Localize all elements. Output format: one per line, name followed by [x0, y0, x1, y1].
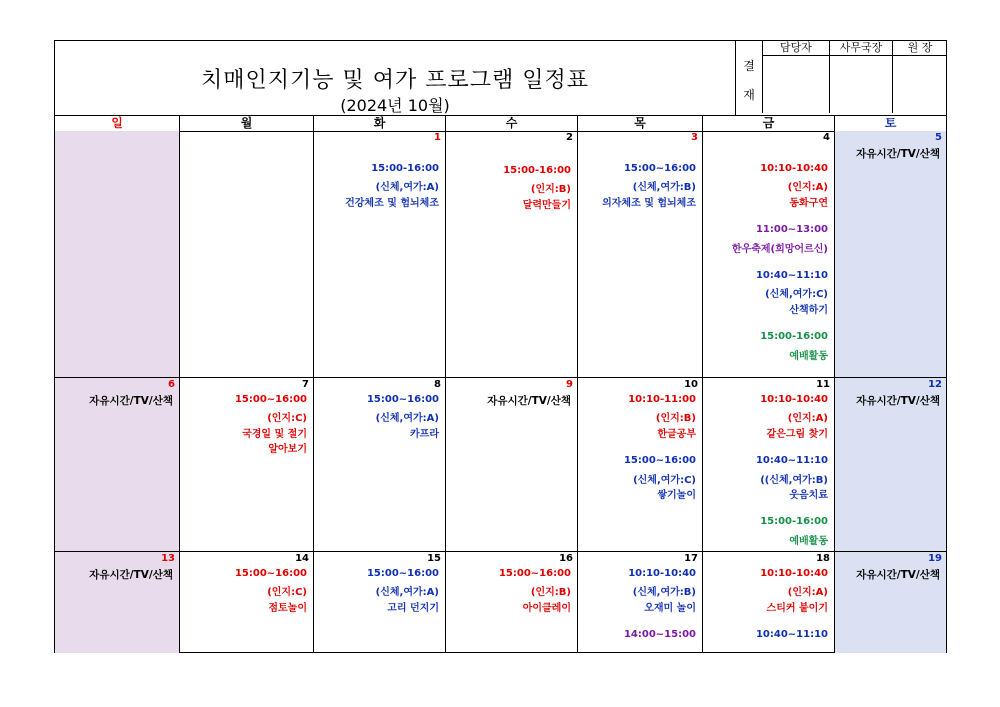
program-line: 15:00~16:00: [234, 568, 307, 579]
day-number: 1: [434, 132, 441, 143]
program-line: 10:10-11:00: [628, 394, 696, 405]
weekday-header-mon: 월: [180, 116, 314, 131]
day-number: 6: [168, 379, 175, 390]
approval-label-top: 결: [743, 59, 755, 73]
calendar-day-cell: [314, 131, 446, 377]
program-line: 10:10-10:40: [760, 394, 828, 405]
program-line: 예배활동: [789, 535, 828, 547]
program-line: 산책하기: [789, 304, 828, 316]
program-line: 15:00~16:00: [234, 394, 307, 405]
weekday-header-tue: 화: [314, 116, 446, 131]
calendar-day-cell: [446, 552, 578, 653]
weekday-header-sun: 일: [55, 116, 180, 131]
day-number: 3: [691, 132, 698, 143]
calendar-day-cell: [180, 131, 314, 377]
calendar-day-cell: [180, 552, 314, 653]
free-time-note: 자유시간/TV/산책: [856, 148, 940, 160]
day-number: 19: [928, 553, 942, 564]
program-line: 15:00-16:00: [760, 331, 828, 343]
approval-col-manager: [763, 41, 830, 113]
day-number: 11: [816, 379, 830, 390]
program-line: 15:00~16:00: [623, 455, 696, 467]
program-line: ((신체,여가:B): [760, 474, 828, 486]
free-time-note: 자유시간/TV/산책: [856, 395, 940, 407]
approval-head: 사무국장: [830, 41, 892, 56]
approval-head: 원 장: [893, 41, 947, 56]
program-line: 11:00~13:00: [755, 224, 828, 236]
program-line: (인지:B): [530, 587, 571, 599]
program-line: 한글공부: [657, 428, 696, 440]
approval-columns: [763, 41, 947, 113]
calendar-week-row: [55, 552, 946, 653]
program-line: 건강체조 및 험뇌체조: [345, 197, 439, 209]
program-line: (신체,여가:A): [375, 587, 439, 599]
program-line: (신체,여가:B): [632, 182, 696, 194]
calendar-day-cell: [55, 378, 180, 551]
program-line: 쌓기놀이: [657, 489, 696, 501]
program-line: 15:00~16:00: [366, 394, 439, 405]
calendar-day-cell: [446, 378, 578, 551]
weekday-header-wed: 수: [446, 116, 578, 131]
day-number: 12: [928, 379, 942, 390]
program-line: (인지:B): [655, 413, 696, 425]
day-number: 13: [161, 553, 175, 564]
program-line: (인지:C): [267, 587, 307, 599]
program-line: 한우축제(희망어르신): [731, 243, 828, 255]
program-line: 스티커 붙이기: [766, 602, 828, 614]
program-line: 10:40~11:10: [755, 270, 828, 282]
calendar-day-cell: [578, 552, 703, 653]
title-area: [55, 41, 735, 115]
program-line: 아이클레이: [522, 602, 571, 614]
program-line: (인지:C): [267, 413, 307, 425]
program-line: (신체,여가:C): [633, 474, 696, 486]
calendar-day-cell: [703, 378, 835, 551]
program-line: 웃음치료: [789, 489, 828, 501]
calendar-day-cell: [703, 552, 835, 653]
calendar-day-cell: [835, 552, 946, 653]
free-time-note: 자유시간/TV/산책: [89, 569, 173, 581]
day-number: 8: [434, 379, 441, 390]
signature-box: [830, 56, 892, 113]
day-number: 5: [935, 132, 942, 143]
program-line: 오재미 놀이: [644, 602, 696, 614]
calendar-day-cell: [55, 131, 180, 377]
calendar-day-cell: [55, 552, 180, 653]
signature-box: [893, 56, 947, 113]
program-line: 15:00-16:00: [371, 163, 439, 174]
approval-col-director: [893, 41, 947, 113]
approval-col-secretary: [830, 41, 893, 113]
day-number: 10: [684, 379, 698, 390]
calendar-day-cell: [578, 378, 703, 551]
calendar-day-cell: [578, 131, 703, 377]
program-line: (신체,여가:A): [375, 413, 439, 425]
program-line: 알아보기: [268, 443, 307, 455]
calendar-day-cell: [180, 378, 314, 551]
program-line: 점토놀이: [268, 602, 307, 614]
program-line: 15:00-16:00: [760, 516, 828, 528]
day-number: 7: [302, 379, 309, 390]
approval-label: [736, 41, 763, 113]
schedule-sheet: [54, 40, 947, 653]
program-line: 10:10-10:40: [760, 163, 828, 174]
weekday-header-thu: 목: [578, 116, 703, 131]
calendar-day-cell: [446, 131, 578, 377]
calendar-week-row: [55, 378, 946, 552]
weekday-header-fri: 금: [703, 116, 835, 131]
calendar-day-cell: [703, 131, 835, 377]
day-number: 9: [566, 379, 573, 390]
calendar-day-cell: [835, 378, 946, 551]
program-line: (인지:A): [787, 182, 828, 194]
calendar-day-cell: [835, 131, 946, 377]
program-line: 15:00~16:00: [366, 568, 439, 579]
program-line: (인지:A): [787, 413, 828, 425]
program-line: (인지:A): [787, 587, 828, 599]
program-line: 10:40~11:10: [755, 455, 828, 467]
day-number: 17: [684, 553, 698, 564]
day-number: 18: [816, 553, 830, 564]
approval-box: [735, 41, 947, 115]
day-number: 16: [559, 553, 573, 564]
program-line: (신체,여가:C): [765, 289, 828, 301]
program-line: 15:00~16:00: [498, 568, 571, 579]
program-line: 10:10-10:40: [760, 568, 828, 579]
program-line: (인지:B): [530, 184, 571, 196]
day-number: 2: [566, 132, 573, 143]
weekday-header-sat: 토: [884, 116, 897, 130]
program-line: 고리 던지기: [387, 602, 439, 614]
program-line: 같은그림 찾기: [766, 428, 828, 440]
program-line: 15:00-16:00: [503, 165, 571, 176]
program-line: 동화구연: [789, 197, 828, 209]
program-line: 의자체조 및 험뇌체조: [602, 197, 696, 209]
program-line: (신체,여가:B): [632, 587, 696, 599]
signature-box: [763, 56, 829, 113]
program-line: 10:10-10:40: [628, 568, 696, 579]
program-line: (신체,여가:A): [375, 182, 439, 194]
calendar-week-row: [55, 131, 946, 378]
day-number: 15: [427, 553, 441, 564]
calendar-day-cell: [314, 378, 446, 551]
approval-head: 담당자: [763, 41, 829, 56]
free-time-note: 자유시간/TV/산책: [89, 395, 173, 407]
program-line: 15:00~16:00: [623, 163, 696, 174]
program-line: 예배활동: [789, 350, 828, 362]
day-number: 4: [823, 132, 830, 143]
free-time-note: 자유시간/TV/산책: [487, 395, 571, 407]
day-number: 14: [295, 553, 309, 564]
free-time-note: 자유시간/TV/산책: [856, 569, 940, 581]
program-line: 14:00~15:00: [623, 629, 696, 641]
program-line: 카프라: [410, 428, 439, 440]
program-line: 10:40~11:10: [755, 629, 828, 641]
approval-label-bottom: 재: [743, 88, 755, 102]
page-title: 치매인지기능 및 여가 프로그램 일정표: [200, 68, 589, 93]
page-subtitle: (2024년 10월): [340, 96, 450, 115]
weekday-header-row: [55, 115, 946, 132]
program-line: 국경일 및 절기: [242, 428, 307, 440]
program-line: 달력만들기: [522, 199, 571, 211]
calendar-day-cell: [314, 552, 446, 653]
